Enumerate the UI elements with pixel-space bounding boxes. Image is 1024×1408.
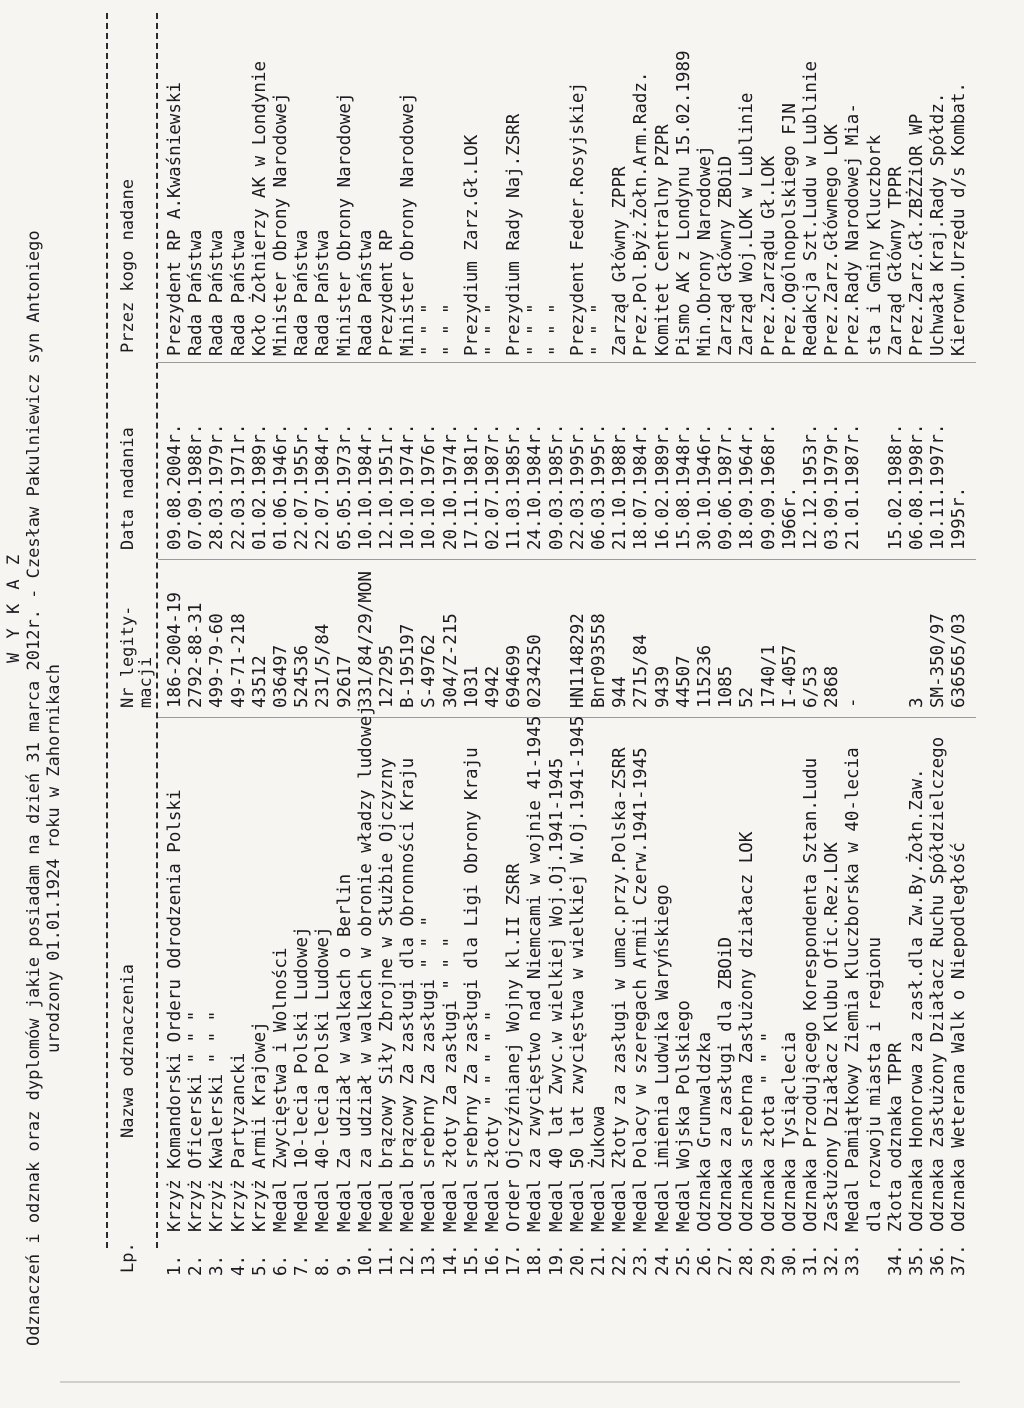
row-award-name: Medal za zwycięstwo nad Niemcami w wojnie 41-1945 <box>525 715 546 1232</box>
row-award-date: 10.11.1997r. <box>928 423 949 550</box>
row-award-name: Medal Polacy w szeregach Armii Czerw.1941-1945 <box>631 747 652 1232</box>
row-legitimation-number: SM-350/97 <box>928 613 949 708</box>
row-awarded-by: " " " <box>419 303 440 356</box>
row-lp: 2. <box>186 1254 207 1276</box>
row-awarded-by: Zarząd Główny TPPR <box>885 166 906 356</box>
row-award-date: 1966r. <box>779 486 800 550</box>
row-award-name: Medal 10-lecia Polski Ludowej <box>292 926 313 1232</box>
row-awarded-by: Prez.Zarz.Głównego LOK <box>822 124 843 356</box>
row-award-date: 22.03.1971r. <box>228 423 249 550</box>
row-awarded-by: Prezydium Zarz.Gł.LOK <box>461 134 482 356</box>
row-legitimation-number: 524536 <box>292 644 313 708</box>
row-award-name: Order Ojczyźnianej Wojny kl.II ZSRR <box>504 863 525 1232</box>
column-divider-date <box>158 559 976 560</box>
row-lp: 6. <box>271 1254 291 1276</box>
row-award-name: Medal Złoty za zasługi w umac.przy.Polska-ZSRR <box>610 747 631 1232</box>
row-lp: 26. <box>695 1244 715 1276</box>
row-award-date: 09.03.1985r. <box>546 423 567 550</box>
row-award-date: 15.02.1988r. <box>885 423 906 550</box>
document-subtitle-line1: Odznaczeń i odznak oraz dyplomów jakie posiadam na dzień 31 marca 2012r. - Czesław Pakulniewicz syn Antoniego <box>24 230 44 1346</box>
row-award-date: 18.07.1984r. <box>631 423 652 550</box>
row-lp: 22. <box>610 1244 631 1276</box>
row-awarded-by: Prez.Zarządu Gł.LOK <box>758 155 779 356</box>
row-award-name: Medal brązowy Siły Zbrojne w Służbie Ojczyzny <box>377 757 397 1232</box>
row-award-name: Zasłużony Działacz Klubu Ofic.Rez.LOK <box>822 842 843 1232</box>
row-award-name: Medal 40 lat Zwyc.w wielkiej Woj.Oj.1941-1945 <box>546 757 567 1232</box>
row-legitimation-number: B-195197 <box>398 623 419 708</box>
row-awarded-by: " " " <box>483 303 503 356</box>
row-awarded-by: Prez.Pol.Byż.Żołn.Arm.Radz. <box>631 71 652 356</box>
row-awarded-by: Redakcja Szt.Ludu w Lublinie <box>801 60 821 356</box>
column-divider-legit <box>158 717 976 718</box>
row-award-name: Medal brązowy Za zasługi dla Obronności Kraju <box>398 757 419 1232</box>
document-subtitle-line2: urodzony 01.01.1924 roku w Zahornikach <box>44 664 64 1053</box>
row-award-date: 09.06.1987r. <box>716 423 737 550</box>
row-lp: 13. <box>419 1244 440 1276</box>
row-lp: 10. <box>355 1244 376 1276</box>
row-award-date: 1995r. <box>949 486 970 550</box>
row-award-date: 06.08.1998r. <box>907 423 927 550</box>
row-legitimation-number: 1031 <box>461 665 482 708</box>
row-lp: 32. <box>822 1244 843 1276</box>
row-award-name: Odznaka Zasłużony Działacz Ruchu Spółdzielczego <box>928 736 949 1232</box>
row-legitimation-number: 43512 <box>249 655 270 708</box>
row-legitimation-number: 694699 <box>504 644 525 708</box>
row-lp: 28. <box>737 1244 758 1276</box>
row-lp: 16. <box>483 1244 503 1276</box>
header-legit-1: Nr legity- <box>118 605 138 708</box>
header-legit-2: macji <box>136 656 156 708</box>
row-legitimation-number: HN1148292 <box>567 613 588 708</box>
row-awarded-by: Koło Żołnierzy AK w Londynie <box>249 60 270 356</box>
row-award-name: Odznaka srebrna Zasłużony działacz LOK <box>737 831 758 1232</box>
row-awarded-by: Zarząd Główny ZPPR <box>610 166 631 356</box>
row-awarded-by: Rada Państwa <box>313 229 334 356</box>
row-awarded-by: " " " <box>525 303 546 356</box>
row-award-name: Medal 40-lecia Polski Ludowej <box>313 926 334 1232</box>
row-award-name: Krzyż Komandorski Orderu Odrodzenia Polski <box>165 789 185 1232</box>
row-awarded-by: Minister Obrony Narodowej <box>334 92 355 356</box>
row-awarded-by: Prezydium Rady Naj.ZSRR <box>504 113 525 356</box>
row-legitimation-number: 944 <box>610 676 631 708</box>
row-lp: 29. <box>758 1244 779 1276</box>
row-lp: 25. <box>673 1244 694 1276</box>
row-legitimation-number: 115236 <box>695 644 715 708</box>
row-awarded-by: Rada Państwa <box>355 229 376 356</box>
row-awarded-by: Rada Państwa <box>292 229 313 356</box>
row-award-date: 10.10.1976r. <box>419 423 440 550</box>
row-lp: 30. <box>779 1244 800 1276</box>
row-lp: 8. <box>313 1254 334 1276</box>
row-award-name: Odznaka Przodującego Korespondenta Sztan.Ludu <box>801 757 821 1232</box>
row-lp: 11. <box>377 1244 397 1276</box>
row-award-name: Odznaka złota " " " <box>758 1031 779 1232</box>
row-lp: 20. <box>567 1244 588 1276</box>
row-award-date: 10.10.1984r. <box>355 423 376 550</box>
row-award-date: 21.10.1988r. <box>610 423 631 550</box>
column-divider-by <box>158 362 976 363</box>
row-lp: 17. <box>504 1244 525 1276</box>
row-lp: 7. <box>292 1254 313 1276</box>
row-legitimation-number: 0234250 <box>525 634 546 708</box>
row-award-name: Medal Za udział w walkach o Berlin <box>334 873 355 1232</box>
row-award-name: Medal srebrny Za zasługi dla Ligi Obrony Kraju <box>461 747 482 1232</box>
row-award-name: dla rozwoju miasta i regionu <box>864 936 885 1232</box>
row-lp: 9. <box>334 1254 355 1276</box>
row-awarded-by: sta i Gminy Kluczbork <box>864 134 885 356</box>
row-lp: 33. <box>843 1244 864 1276</box>
row-award-name: Odznaka Grunwaldzka <box>695 1031 715 1232</box>
row-award-date: 11.03.1985r. <box>504 423 525 550</box>
row-lp: 1. <box>165 1254 185 1276</box>
row-legitimation-number: 9439 <box>652 665 673 708</box>
row-award-date: 17.11.1981r. <box>461 423 482 550</box>
row-awarded-by: Prez.Ogólnopolskiego FJN <box>779 103 800 356</box>
row-legitimation-number: 186-2004-19 <box>165 592 185 708</box>
row-award-date: 02.07.1987r. <box>483 423 503 550</box>
row-award-date: 18.09.1964r. <box>737 423 758 550</box>
row-award-date: 21.01.1987r. <box>843 423 864 550</box>
row-lp: 14. <box>440 1244 461 1276</box>
row-award-date: 12.12.1953r. <box>801 423 821 550</box>
row-award-name: Odznaka Honorowa za zasł.dla Zw.By.Żołn.Zaw. <box>907 768 927 1232</box>
row-legitimation-number: 92617 <box>334 655 355 708</box>
row-lp: 31. <box>801 1244 821 1276</box>
row-award-date: 10.10.1974r. <box>398 423 419 550</box>
row-awarded-by: Uchwała Kraj.Rady Spółdz. <box>928 92 949 356</box>
row-award-date: 16.02.1989r. <box>652 423 673 550</box>
row-awarded-by: Minister Obrony Narodowej <box>271 92 291 356</box>
row-legitimation-number: 127295 <box>377 644 397 708</box>
row-legitimation-number: 4942 <box>483 665 503 708</box>
page-edge-shadow <box>60 1381 960 1383</box>
row-award-name: Krzyż Armii Krajowej <box>249 1021 270 1232</box>
row-legitimation-number: 636565/03 <box>949 613 970 708</box>
row-legitimation-number: 1085 <box>716 665 737 708</box>
row-award-date: 07.09.1988r. <box>186 423 207 550</box>
row-awarded-by: Min.Obrony Narodowej <box>695 145 715 356</box>
row-lp: 34. <box>885 1244 906 1276</box>
row-award-date: 30.10.1946r. <box>695 423 715 550</box>
row-awarded-by: Prez.Zarz.Gł.ZBŻZiOR WP <box>907 113 927 356</box>
row-award-date: 22.03.1995r. <box>567 423 588 550</box>
row-legitimation-number: 6/53 <box>801 665 821 708</box>
row-award-date: 22.07.1955r. <box>292 423 313 550</box>
row-award-name: Krzyż Oficerski " " " <box>186 1010 207 1232</box>
row-award-date: 06.03.1995r. <box>589 423 609 550</box>
row-award-name: Odznaka Tysiąclecia <box>779 1031 800 1232</box>
row-lp: 19. <box>546 1244 567 1276</box>
row-awarded-by: Prezydent RP A.Kwaśniewski <box>165 82 185 356</box>
row-award-date: 03.09.1979r. <box>822 423 843 550</box>
row-awarded-by: " " " <box>546 303 567 356</box>
row-legitimation-number: - <box>843 697 864 708</box>
row-award-date: 28.03.1979r. <box>207 423 228 550</box>
row-awarded-by: Pismo AK z Londynu 15.02.1989 <box>673 50 694 356</box>
row-awarded-by: Rada Państwa <box>228 229 249 356</box>
row-legitimation-number: Bnr093558 <box>589 613 609 708</box>
row-award-name: Krzyż Partyzancki <box>228 1052 249 1232</box>
row-awarded-by: Rada Państwa <box>207 229 228 356</box>
row-award-date: 01.06.1946r. <box>271 423 291 550</box>
row-lp: 23. <box>631 1244 652 1276</box>
row-awarded-by: Rada Państwa <box>186 229 207 356</box>
row-legitimation-number: 49-71-218 <box>228 613 249 708</box>
row-award-name: Medal Wojska Polskiego <box>673 1000 694 1232</box>
header-date: Data nadania <box>118 427 138 550</box>
row-lp: 4. <box>228 1254 249 1276</box>
row-legitimation-number: 231/5/84 <box>313 623 334 708</box>
row-awarded-by: Minister Obrony Narodowej <box>398 92 419 356</box>
row-award-name: Medal złoty " " " " " <box>483 1010 503 1232</box>
row-award-name: Medal za udział w walkach w obronie władzy ludowej <box>355 705 376 1232</box>
row-lp: 24. <box>652 1244 673 1276</box>
row-legitimation-number: 331/84/29/MON <box>355 571 376 708</box>
row-awarded-by: " " " <box>440 303 461 356</box>
row-award-date: 05.05.1973r. <box>334 423 355 550</box>
row-award-name: Medal Żukowa <box>589 1105 609 1232</box>
row-legitimation-number: S-49762 <box>419 634 440 708</box>
row-lp: 36. <box>928 1244 949 1276</box>
row-award-name: Odznaka za zasługi dla ZBOiD <box>716 936 737 1232</box>
row-awarded-by: " " " <box>589 303 609 356</box>
row-award-date: 01.02.1989r. <box>249 423 270 550</box>
row-lp: 15. <box>461 1244 482 1276</box>
row-legitimation-number: 2715/84 <box>631 634 652 708</box>
row-award-name: Medal srebrny Za zasługi " " " <box>419 915 440 1232</box>
header-by: Przez kogo nadane <box>118 179 138 353</box>
row-lp: 5. <box>249 1254 270 1276</box>
header-name: Nazwa odznaczenia <box>118 964 138 1138</box>
row-award-date: 24.10.1984r. <box>525 423 546 550</box>
row-legitimation-number: 1740/1 <box>758 644 779 708</box>
row-legitimation-number: 499-79-60 <box>207 613 228 708</box>
row-legitimation-number: 036497 <box>271 644 291 708</box>
row-awarded-by: Prezydent RP <box>377 229 397 356</box>
row-legitimation-number: 2792-88-31 <box>186 602 207 708</box>
row-award-name: Odznaka Weterana Walk o Niepodległość <box>949 842 970 1232</box>
row-lp: 27. <box>716 1244 737 1276</box>
row-awarded-by: Zarząd Woj.LOK w Lublinie <box>737 92 758 356</box>
row-legitimation-number: I-4057 <box>779 644 800 708</box>
row-awarded-by: Prezydent Feder.Rosyjskiej <box>567 82 588 356</box>
row-legitimation-number: 304/Z-215 <box>440 613 461 708</box>
row-lp: 35. <box>907 1244 927 1276</box>
row-award-date: 09.08.2004r. <box>165 423 185 550</box>
row-lp: 12. <box>398 1244 419 1276</box>
row-lp: 37. <box>949 1244 970 1276</box>
row-award-name: Medal 50 lat zwycięstwa w wielkiej W.Oj.1941-1945 <box>567 715 588 1232</box>
row-award-name: Złota odznaka TPPR <box>885 1042 906 1232</box>
document-title: W Y K A Z <box>4 552 24 663</box>
row-award-name: Medal złoty Za zasługi " " " <box>440 936 461 1232</box>
row-award-name: Medal Zwycięstwa i Wolności <box>271 947 291 1232</box>
row-award-date: 12.10.1951r. <box>377 423 397 550</box>
row-award-name: Krzyż Kwalerski " " " <box>207 1010 228 1232</box>
row-legitimation-number: 44507 <box>673 655 694 708</box>
row-lp: 18. <box>525 1244 546 1276</box>
row-award-date: 15.08.1948r. <box>673 423 694 550</box>
row-awarded-by: Zarząd Główny ZBOiD <box>716 155 737 356</box>
row-legitimation-number: 52 <box>737 686 758 708</box>
row-lp: 3. <box>207 1254 228 1276</box>
row-award-name: Medal Pamiątkowy Ziemia Kluczborska w 40-lecia <box>843 747 864 1232</box>
row-legitimation-number: 3 <box>907 697 927 708</box>
row-awarded-by: Komitet Centralny PZPR <box>652 124 673 356</box>
row-award-name: Medal imienia Ludwika Waryńskiego <box>652 884 673 1232</box>
row-lp: 21. <box>589 1244 609 1276</box>
row-awarded-by: Prez.Rady Narodowej Mia- <box>843 103 864 356</box>
row-award-date: 22.07.1984r. <box>313 423 334 550</box>
header-lp: Lp. <box>118 1242 138 1273</box>
row-award-date: 20.10.1974r. <box>440 423 461 550</box>
header-rule-top <box>106 13 108 1248</box>
row-legitimation-number: 2868 <box>822 665 843 708</box>
header-rule-bottom <box>156 13 158 1248</box>
row-awarded-by: Kierown.Urzędu d/s Kombat. <box>949 82 970 356</box>
row-award-date: 09.09.1968r. <box>758 423 779 550</box>
